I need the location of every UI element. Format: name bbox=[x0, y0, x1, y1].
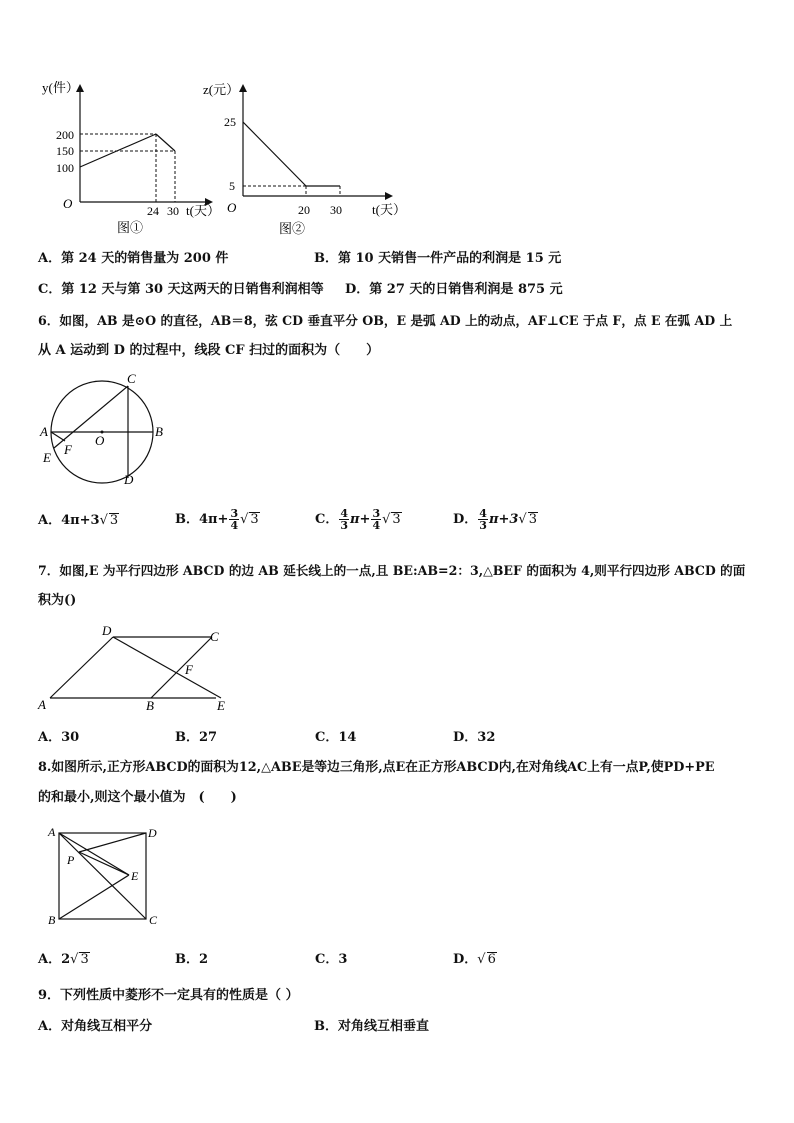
figure-2-profit-graph bbox=[200, 78, 410, 238]
q7-label-e: E bbox=[217, 698, 225, 713]
q8-label-d: D bbox=[148, 826, 157, 840]
q8-stem-line1: 8.如图所示,正方形ABCD的面积为12,△ABE是等边三角形,点E在正方形ABCD内,在对角线AC上有一点P,使PD+PE bbox=[38, 760, 715, 775]
q7-option-a: A．30 bbox=[38, 730, 80, 745]
fig2-caption: 图② bbox=[279, 221, 306, 236]
q8-stem-line2: 的和最小,则这个最小值为 ( ) bbox=[38, 790, 237, 805]
q6-label-b: B bbox=[155, 424, 163, 439]
fig2-origin: O bbox=[227, 200, 237, 215]
q6-c-pi: π+ bbox=[350, 512, 371, 527]
fig1-tick-100: 100 bbox=[56, 161, 74, 175]
q6-label-c: C bbox=[127, 371, 136, 386]
q7-option-d: D．32 bbox=[453, 730, 496, 745]
q7-stem-line1: 7．如图,E 为平行四边形 ABCD 的边 AB 延长线上的一点,且 BE:AB=2：3,△BEF 的面积为 4,则平行四边形 ABCD 的面 bbox=[38, 563, 746, 578]
q5-option-d: D．第 27 天的日销售利润是 875 元 bbox=[345, 282, 563, 297]
q7-label-d: D bbox=[102, 623, 112, 638]
q9-stem: 9．下列性质中菱形不一定具有的性质是（ ） bbox=[38, 988, 299, 1003]
q8-option-b: B．2 bbox=[175, 952, 209, 967]
fig2-tick-20: 20 bbox=[298, 203, 310, 217]
q6-d-frac-num: 4 bbox=[479, 507, 487, 520]
fig1-y-label: y(件） bbox=[42, 80, 79, 95]
q6-option-a-text: A．4π+3 bbox=[38, 513, 100, 528]
q8-label-a: A bbox=[48, 825, 56, 839]
fig1-tick-150: 150 bbox=[56, 144, 74, 158]
q6-label-o: O bbox=[95, 433, 105, 448]
q8-option-a-text: A．2 bbox=[38, 952, 71, 967]
q9-option-a: A．对角线互相平分 bbox=[38, 1019, 153, 1034]
q6-stem-line2: 从 A 运动到 D 的过程中，线段 CF 扫过的面积为（ ） bbox=[38, 343, 380, 358]
q6-b-frac-num: 3 bbox=[230, 507, 239, 520]
q6-option-b-text: B．4π+ bbox=[175, 512, 229, 527]
q6-option-d: D． $\frac{4}{3}$ π+3√ 3 bbox=[453, 507, 537, 532]
q6-circle-figure bbox=[36, 370, 186, 490]
q6-option-c: C． $\frac{4}{3}$ π+ $\frac{3}{4}$ √ 3 bbox=[315, 507, 401, 532]
q6-option-d-text: D． bbox=[453, 512, 478, 527]
fig1-x-label: t(天） bbox=[186, 203, 220, 218]
q8-option-d-text: D． bbox=[453, 952, 478, 967]
q8-label-e: E bbox=[131, 869, 139, 883]
q8-label-p: P bbox=[67, 853, 75, 867]
fig1-tick-24: 24 bbox=[147, 204, 159, 218]
q7-label-f: F bbox=[185, 662, 193, 677]
q7-option-b: B．27 bbox=[175, 730, 218, 745]
q8-option-c: C．3 bbox=[315, 952, 348, 967]
q6-d-pi: π+3 bbox=[488, 512, 519, 527]
q6-d-frac-den: 3 bbox=[479, 519, 487, 532]
fig2-tick-5: 5 bbox=[229, 179, 235, 193]
fig2-tick-30: 30 bbox=[330, 203, 342, 217]
q6-option-c-sqrt: 3 bbox=[392, 512, 401, 527]
q6-label-a: A bbox=[40, 424, 48, 439]
q6-option-d-sqrt: 3 bbox=[528, 512, 537, 527]
q7-label-b: B bbox=[146, 698, 154, 713]
q5-option-c: C．第 12 天与第 30 天这两天的日销售利润相等 bbox=[38, 282, 324, 297]
q7-label-c: C bbox=[210, 629, 219, 644]
q6-option-a: A．4π+3√ 3 bbox=[38, 513, 119, 528]
q8-option-a: A．2√ 3 bbox=[38, 952, 89, 967]
fig2-x-label: t(天） bbox=[372, 202, 406, 217]
fig1-caption: 图① bbox=[117, 220, 144, 235]
q6-label-d: D bbox=[124, 472, 134, 487]
fig2-y-label: z(元） bbox=[203, 82, 240, 97]
q7-option-c: C．14 bbox=[315, 730, 357, 745]
fig1-origin: O bbox=[63, 196, 73, 211]
q6-option-c-text: C． bbox=[315, 512, 339, 527]
q7-label-a: A bbox=[38, 697, 46, 712]
q7-parallelogram-figure bbox=[36, 622, 246, 717]
fig1-tick-30: 30 bbox=[167, 204, 179, 218]
q8-option-d-sqrt: 6 bbox=[487, 952, 496, 967]
q6-c-frac1-den: 3 bbox=[340, 519, 349, 532]
q8-option-a-sqrt: 3 bbox=[80, 952, 89, 967]
q8-square-figure bbox=[36, 822, 176, 932]
q5-option-b: B．第 10 天销售一件产品的利润是 15 元 bbox=[314, 251, 562, 266]
q6-label-e: E bbox=[43, 450, 51, 465]
q6-stem-line1: 6．如图，AB 是⊙O 的直径，AB＝8，弦 CD 垂直平分 OB，E 是弧 AD 上的动点，AF⊥CE 于点 F，点 E 在弧 AD 上 bbox=[38, 313, 733, 328]
q8-option-d: D．√ 6 bbox=[453, 952, 496, 967]
q5-option-a: A．第 24 天的销售量为 200 件 bbox=[38, 251, 229, 266]
q8-label-b: B bbox=[48, 913, 56, 927]
q6-c-frac2-num: 3 bbox=[372, 507, 381, 520]
q6-b-frac-den: 4 bbox=[230, 519, 239, 532]
q9-option-b: B．对角线互相垂直 bbox=[314, 1019, 429, 1034]
q6-option-b: B．4π+ $\frac{3}{4}$ √ 3 bbox=[175, 507, 259, 532]
q6-label-f: F bbox=[64, 442, 72, 457]
q7-stem-line2: 积为() bbox=[38, 593, 77, 608]
q6-c-frac2-den: 4 bbox=[372, 519, 381, 532]
q6-option-a-sqrt: 3 bbox=[109, 513, 119, 528]
q6-option-b-sqrt: 3 bbox=[250, 512, 259, 527]
fig2-tick-25: 25 bbox=[224, 115, 236, 129]
fig1-tick-200: 200 bbox=[56, 128, 74, 142]
q6-c-frac1-num: 4 bbox=[340, 507, 349, 520]
q8-label-c: C bbox=[149, 913, 158, 927]
